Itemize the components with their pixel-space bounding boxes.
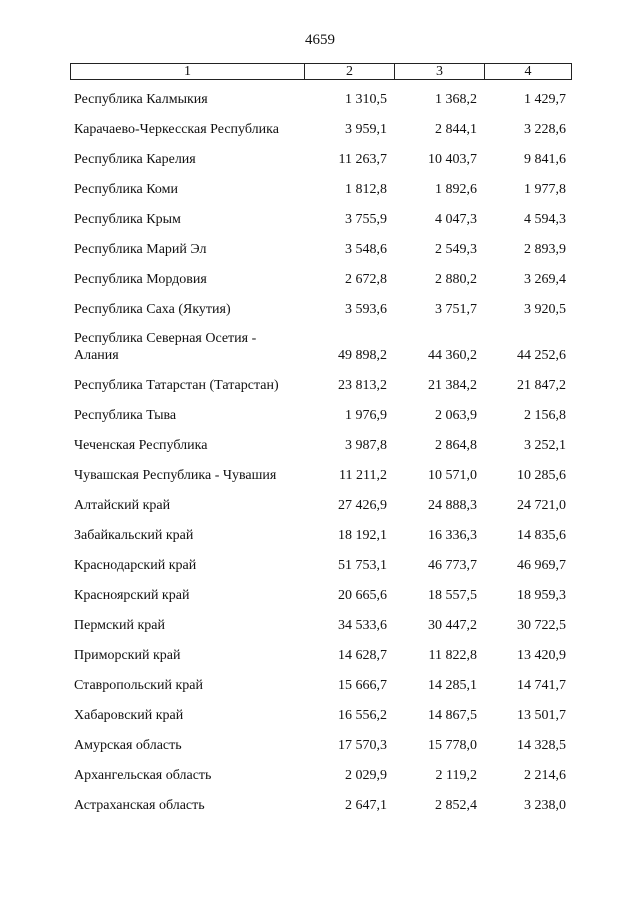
value-column-2-cell: 3 959,1 xyxy=(345,122,387,137)
value-column-2-cell: 11 211,2 xyxy=(339,468,387,483)
column-header-3: 3 xyxy=(394,64,484,79)
region-name-cell: Красноярский край xyxy=(74,588,190,603)
table-row xyxy=(70,556,572,574)
value-column-4-cell: 3 238,0 xyxy=(524,798,566,813)
value-column-4-cell: 3 920,5 xyxy=(524,302,566,317)
page-number: 4659 xyxy=(305,32,335,48)
value-column-2-cell: 17 570,3 xyxy=(338,738,387,753)
value-column-4-cell: 9 841,6 xyxy=(524,152,566,167)
table-row xyxy=(70,406,572,424)
value-column-4-cell: 18 959,3 xyxy=(517,588,566,603)
value-column-2-cell: 2 029,9 xyxy=(345,768,387,783)
value-column-3-cell: 2 864,8 xyxy=(435,438,477,453)
value-column-2-cell: 2 672,8 xyxy=(345,272,387,287)
region-name-cell: Алтайский край xyxy=(74,498,171,513)
value-column-2-cell: 16 556,2 xyxy=(338,708,387,723)
region-name-cell: Республика Коми xyxy=(74,182,178,197)
value-column-3-cell: 24 888,3 xyxy=(428,498,477,513)
value-column-2-cell: 3 755,9 xyxy=(345,212,387,227)
table-row xyxy=(70,180,572,198)
value-column-3-cell: 15 778,0 xyxy=(428,738,477,753)
value-column-4-cell: 2 214,6 xyxy=(524,768,566,783)
table-row xyxy=(70,210,572,228)
region-name-cell: Краснодарский край xyxy=(74,558,197,573)
region-name-cell: Республика Марий Эл xyxy=(74,242,207,257)
region-name-cell: Республика Тыва xyxy=(74,408,177,423)
table-row xyxy=(70,526,572,544)
value-column-4-cell: 30 722,5 xyxy=(517,618,566,633)
table-header-row xyxy=(70,63,572,80)
table-row xyxy=(70,120,572,138)
value-column-3-cell: 11 822,8 xyxy=(428,648,477,663)
region-name-cell: Республика Саха (Якутия) xyxy=(74,302,231,317)
value-column-2-cell: 34 533,6 xyxy=(338,618,387,633)
value-column-4-cell: 13 501,7 xyxy=(517,708,566,723)
value-column-3-cell: 2 119,2 xyxy=(435,768,477,783)
table-row xyxy=(70,706,572,724)
value-column-2-cell: 18 192,1 xyxy=(338,528,387,543)
region-name-cell: Республика Мордовия xyxy=(74,272,207,287)
value-column-4-cell: 14 741,7 xyxy=(517,678,566,693)
value-column-3-cell: 2 852,4 xyxy=(435,798,477,813)
region-name-cell: Республика Калмыкия xyxy=(74,92,208,107)
value-column-4-cell: 44 252,6 xyxy=(517,348,566,363)
table-row xyxy=(70,796,572,814)
value-column-4-cell: 21 847,2 xyxy=(517,378,566,393)
value-column-4-cell: 13 420,9 xyxy=(517,648,566,663)
value-column-2-cell: 49 898,2 xyxy=(338,348,387,363)
column-header-1: 1 xyxy=(184,64,191,79)
table-row xyxy=(70,676,572,694)
value-column-2-cell: 1 976,9 xyxy=(345,408,387,423)
value-column-3-cell: 16 336,3 xyxy=(428,528,477,543)
table-row xyxy=(70,646,572,664)
value-column-2-cell: 3 593,6 xyxy=(345,302,387,317)
value-column-4-cell: 3 252,1 xyxy=(524,438,566,453)
region-name-cell: Республика Крым xyxy=(74,212,181,227)
value-column-3-cell: 10 571,0 xyxy=(428,468,477,483)
value-column-3-cell: 2 844,1 xyxy=(435,122,477,137)
value-column-3-cell: 1 892,6 xyxy=(435,182,477,197)
table-row xyxy=(70,150,572,168)
value-column-4-cell: 3 228,6 xyxy=(524,122,566,137)
region-name-cell: Республика Карелия xyxy=(74,152,196,167)
value-column-3-cell: 2 880,2 xyxy=(435,272,477,287)
value-column-3-cell: 4 047,3 xyxy=(435,212,477,227)
table-row xyxy=(70,300,572,318)
region-name-cell: Амурская область xyxy=(74,738,182,753)
value-column-2-cell: 20 665,6 xyxy=(338,588,387,603)
table-row xyxy=(70,586,572,604)
region-name-cell: Республика Северная Осетия - Алания xyxy=(74,331,257,363)
value-column-2-cell: 23 813,2 xyxy=(338,378,387,393)
value-column-3-cell: 3 751,7 xyxy=(435,302,477,317)
value-column-2-cell: 14 628,7 xyxy=(338,648,387,663)
table-row xyxy=(70,376,572,394)
value-column-3-cell: 30 447,2 xyxy=(428,618,477,633)
table-row xyxy=(70,496,572,514)
table-row xyxy=(70,436,572,454)
table-row xyxy=(70,240,572,258)
region-name-cell: Ставропольский край xyxy=(74,678,203,693)
value-column-3-cell: 21 384,2 xyxy=(428,378,477,393)
table-body xyxy=(70,90,572,814)
value-column-3-cell: 14 867,5 xyxy=(428,708,477,723)
value-column-4-cell: 3 269,4 xyxy=(524,272,566,287)
value-column-4-cell: 14 835,6 xyxy=(517,528,566,543)
region-name-cell: Астраханская область xyxy=(74,798,205,813)
value-column-4-cell: 1 977,8 xyxy=(524,182,566,197)
value-column-4-cell: 14 328,5 xyxy=(517,738,566,753)
table-row xyxy=(70,736,572,754)
value-column-3-cell: 46 773,7 xyxy=(428,558,477,573)
value-column-3-cell: 18 557,5 xyxy=(428,588,477,603)
value-column-2-cell: 27 426,9 xyxy=(338,498,387,513)
value-column-2-cell: 51 753,1 xyxy=(338,558,387,573)
region-name-cell: Чеченская Республика xyxy=(74,438,208,453)
table-row xyxy=(70,616,572,634)
region-name-cell: Республика Татарстан (Татарстан) xyxy=(74,378,279,393)
value-column-2-cell: 11 263,7 xyxy=(338,152,387,167)
region-name-cell: Забайкальский край xyxy=(74,528,194,543)
value-column-2-cell: 3 987,8 xyxy=(345,438,387,453)
region-name-cell: Чувашская Республика - Чувашия xyxy=(74,468,277,483)
table-row xyxy=(70,766,572,784)
value-column-4-cell: 4 594,3 xyxy=(524,212,566,227)
value-column-3-cell: 44 360,2 xyxy=(428,348,477,363)
value-column-2-cell: 1 812,8 xyxy=(345,182,387,197)
value-column-2-cell: 15 666,7 xyxy=(338,678,387,693)
value-column-3-cell: 10 403,7 xyxy=(428,152,477,167)
value-column-4-cell: 2 893,9 xyxy=(524,242,566,257)
value-column-4-cell: 1 429,7 xyxy=(524,92,566,107)
value-column-2-cell: 2 647,1 xyxy=(345,798,387,813)
value-column-2-cell: 3 548,6 xyxy=(345,242,387,257)
value-column-3-cell: 2 063,9 xyxy=(435,408,477,423)
column-header-4: 4 xyxy=(484,64,571,79)
value-column-4-cell: 10 285,6 xyxy=(517,468,566,483)
column-header-2: 2 xyxy=(304,64,394,79)
region-name-cell: Карачаево-Черкесская Республика xyxy=(74,122,279,137)
value-column-4-cell: 2 156,8 xyxy=(524,408,566,423)
value-column-3-cell: 2 549,3 xyxy=(435,242,477,257)
value-column-3-cell: 14 285,1 xyxy=(428,678,477,693)
region-name-cell: Хабаровский край xyxy=(74,708,184,723)
region-name-cell: Приморский край xyxy=(74,648,181,663)
table-row xyxy=(70,330,572,364)
value-column-2-cell: 1 310,5 xyxy=(345,92,387,107)
region-name-cell: Архангельская область xyxy=(74,768,212,783)
table-row xyxy=(70,466,572,484)
region-name-cell: Пермский край xyxy=(74,618,165,633)
table-row xyxy=(70,270,572,288)
value-column-4-cell: 46 969,7 xyxy=(517,558,566,573)
value-column-3-cell: 1 368,2 xyxy=(435,92,477,107)
value-column-4-cell: 24 721,0 xyxy=(517,498,566,513)
table-row xyxy=(70,90,572,108)
data-table xyxy=(70,63,572,826)
